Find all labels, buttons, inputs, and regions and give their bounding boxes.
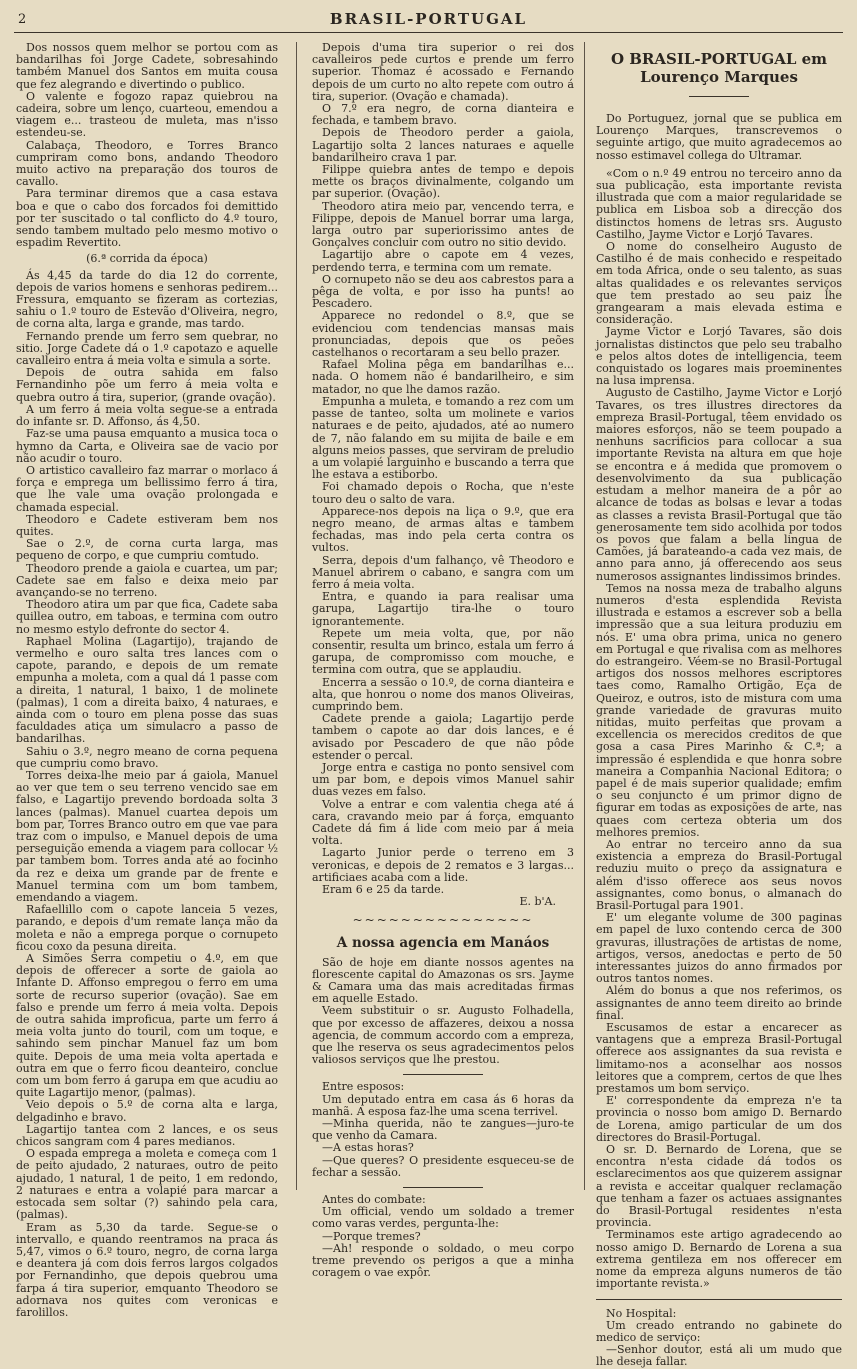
paragraph: Depois de Theodoro perder a gaiola, Lagartijo solta 2 lances naturaes e aquelle bandarilheiro crava 1 par. bbox=[312, 126, 574, 164]
paragraph: O nome do conselheiro Augusto de Castilho é de mais conhecido e respeitado em toda Africa, onde o seu talento, as suas altas qualidades e os relevantes serviços que tem prestado ao seu paiz lhe grangearam a mais elevada estima e consideração. bbox=[596, 240, 842, 327]
signature: E. b'A. bbox=[519, 895, 556, 909]
paragraph: Veem substituir o sr. Augusto Folhadella, que por excesso de affazeres, deixou a nossa agencia, de commum accordo com a empreza, que lhe reserva os seus agradecimentos pelos valiosos serviços que lhe prestou. bbox=[312, 1004, 574, 1067]
paragraph: Raphael Molina (Lagartijo), trajando de vermelho e ouro salta tres lances com o capote, parando, e depois de um remate empunha a moleta, com a qual dá 1 passe com a direita, 1 natural, 1 baixo, 1 de molinete (palmas), 1 com a direita baixo, 4 naturaes, e ainda com o touro em plena posse das suas faculdades atiça um simulacro a passo de bandarilhas. bbox=[16, 634, 278, 746]
paragraph: Para terminar diremos que a casa estava boa e que o cabo dos forcados foi demittido por ter suscitado o tal conflicto do 4.º touro, sendo tambem multado pelo mesmo motivo o espadim Revertito. bbox=[16, 187, 278, 250]
paragraph: Augusto de Castilho, Jayme Victor e Lorjó Tavares, os tres illustres directores da empreza Brasil-Portugal, têem envidado os maiores esforços, não se teem poupado a nenhuns sacrificios para collocar a sua importante Revista na altura em que hoje se encontra e á medida que promovem o desenvolvimento da sua publicação estudam a melhor maneira de a pôr ao alcance de todas as bolsas e levar a todas as classes a revista Brasil-Portugal que tão generosamente tem sido acolhida por todos os povos que falam a bella lingua de Camões, já barateando-a cada vez mais, de anno para anno, já offerecendo aos seus numerosos assignantes lindissimos brindes. bbox=[596, 386, 842, 583]
paragraph: Calabaça, Theodoro, e Torres Branco cumpriram como bons, andando Theodoro muito activo na preparação dos touros de cavallo. bbox=[16, 138, 278, 189]
paragraph: O sr. D. Bernardo de Lorena, que se encontra n'esta cidade dá todos os esclarecimentos aos que quizerem assignar a revista e acceitar qualquer reclamação que tenham a fazer os actuaes assignantes do Brasil-Portugal residentes n'esta provincia. bbox=[596, 1143, 842, 1230]
section-subheading: (6.ª corrida da época) bbox=[86, 252, 208, 266]
paragraph: Apparece no redondel o 8.º, que se evidenciou com tendencias mansas mais pronunciadas, depois que os peões castelhanos o recortaram a seu bello prazer. bbox=[312, 309, 574, 360]
column-1 bbox=[16, 41, 278, 1319]
paragraph: A Simões Serra competiu o 4.º, em que depois de offerecer a sorte de gaiola ao Infante D. Affonso empregou o ferro em uma sorte de recurso superior (ovação). Sae em falso e prende um ferro á meia volta. Depois de outra sahida improficua, parte um ferro á meia volta junto do touril, com um toque, e sahindo sem pinchar Manuel faz um bom quite. Depois de uma meia volta apertada e outra em que o ferro ficou deanteiro, conclue com um bom ferro á garupa em que acudiu ao quite Lagartijo menor, (palmas). bbox=[16, 952, 278, 1100]
paragraph: Foi chamado depois o Rocha, que n'este touro deu o salto de vara. bbox=[312, 480, 574, 506]
paragraph: Rafaellillo com o capote lanceia 5 vezes, parando, e depois d'um remate lança mão da moleta e não a emprega porque o cornupeto ficou coxo da pesuna direita. bbox=[16, 903, 278, 953]
paragraph: Um official, vendo um soldado a tremer como varas verdes, pergunta-lhe: bbox=[312, 1205, 574, 1231]
paragraph: No Hospital: bbox=[606, 1306, 677, 1320]
paragraph: E' correspondente da empreza n'e ta provincia o nosso bom amigo D. Bernardo de Lorena, amigo particular de um dos directores do Brasil-Portugal. bbox=[596, 1094, 842, 1144]
paragraph: Filippe quiebra antes de tempo e depois mette os braços divinalmente, colgando um par superior. (Ovação). bbox=[312, 163, 574, 201]
section-divider bbox=[403, 1074, 483, 1075]
paragraph: A um ferro á meia volta segue-se a entrada do infante sr. D. Affonso, ás 4,50. bbox=[16, 402, 278, 429]
paragraph: Veio depois o 5.º de corna alta e larga, delgadinho e bravo. bbox=[16, 1098, 278, 1124]
paragraph: Entre esposos: bbox=[322, 1080, 405, 1094]
paragraph: Lagartijo abre o capote em 4 vezes, perdendo terra, e termina com um remate. bbox=[312, 248, 574, 274]
paragraph: «Com o n.º 49 entrou no terceiro anno da sua publicação, esta importante revista illustrada que com a maior regularidade se publica em Lisboa sob a direcção dos distinctos homens de letras srs. Augusto Castilho, Jayme Victor e Lorjó Tavares. bbox=[596, 166, 842, 241]
paragraph: Entra, e quando ia para realisar uma garupa, Lagartijo tira-lhe o touro ignorantemente. bbox=[312, 590, 574, 628]
paragraph: Serra, depois d'um falhanço, vê Theodoro e Manuel abrirem o cabano, e sangra com um ferro á meia volta. bbox=[312, 553, 574, 591]
lourenco-heading: O BRASIL-PORTUGAL em Lourenço Marques bbox=[610, 50, 828, 86]
paragraph: Theodoro prende a gaiola e cuartea, um par; Cadete sae em falso e deixa meio par avançando-se no terreno. bbox=[16, 561, 278, 599]
paragraph: Depois d'uma tira superior o rei dos cavalleiros pede curtos e prende um ferro superior. Thomaz é acossado e Fernando depois de um curto no alto repete com outro á tira, superior. (Ovação e chamada). bbox=[312, 41, 574, 103]
paragraph: O 7.º era negro, de corna dianteira e fechada, e tambem bravo. bbox=[312, 102, 574, 128]
paragraph: Apparece-nos depois na liça o 9.º, que era negro meano, de armas altas e tambem fechadas, mas indo pela certa contra os vultos. bbox=[312, 504, 574, 555]
agencia-heading: A nossa agencia em Manáos bbox=[336, 934, 550, 951]
paragraph: Um deputado entra em casa ás 6 horas da manhã. A esposa faz-lhe uma scena terrivel. bbox=[312, 1092, 574, 1118]
paragraph: Escusamos de estar a encarecer as vantagens que a empreza Brasil-Portugal offerece aos assignantes da sua revista e limitamo-nos a aconselhar aos nossos leitores que a comprem, certos de que lhes prestamos um bom serviço. bbox=[596, 1021, 842, 1096]
paragraph: Empunha a muleta, e tomando a rez com um passe de tanteo, solta um molinete e varios naturaes e de peito, ajudados, até ao numero de 7, não falando em su mijita de baile e em alguns meios passes, que serviram de preludio a um volapié larguinho e buscando a terra que lhe estava a estiborbo. bbox=[312, 394, 574, 482]
paragraph: Jorge entra e castiga no ponto sensivel com um par bom, e depois vimos Manuel sahir duas vezes em falso. bbox=[312, 760, 574, 799]
paragraph: Sae o 2.º, de corna curta larga, mas pequeno de corpo, e que cumpriu comtudo. bbox=[16, 537, 278, 563]
paragraph: Repete um meia volta, que, por não consentir, resulta um brinco, estala um ferro á garupa, de compromisso com mouche, e termina com outra, que se applaudiu. bbox=[312, 626, 574, 677]
paragraph: Rafael Molina pêga em bandarilhas e... nada. O homem não é bandarilheiro, e sim matador, no que lhe damos razão. bbox=[312, 358, 574, 396]
paragraph: O espada emprega a moleta e começa com 1 de peito ajudado, 2 naturaes, outro de peito ajudado, 1 natural, 1 de peito, 1 em redondo, 2 naturaes e entra a volapié para marcar a estocada sem soltar (?) sahindo pela cara, (palmas). bbox=[16, 1147, 278, 1222]
paragraph: —Porque tremes? bbox=[322, 1229, 421, 1243]
paragraph: Faz-se uma pausa emquanto a musica toca o hymno da Carta, e Oliveira sae de vacio por não acudir o touro. bbox=[16, 427, 278, 465]
header-rule bbox=[14, 32, 843, 33]
column-rule-1 bbox=[296, 42, 297, 1190]
paragraph: Lagarto Junior perde o terreno em 3 veronicas, e depois de 2 rematos e 3 largas... artificiaes acaba com a lide. bbox=[312, 846, 574, 884]
ornament: ~~~~~~~~~~~~~~~ bbox=[352, 913, 534, 928]
paragraph: Lagartijo tantea com 2 lances, e os seus chicos sangram com 4 pares medianos. bbox=[16, 1122, 278, 1149]
paragraph: Além do bonus a que nos referimos, os assignantes de anno teem direito ao brinde final. bbox=[596, 984, 842, 1022]
paragraph: —Minha querida, não te zangues—juro-te que venho da Camara. bbox=[312, 1117, 574, 1143]
paragraph: Ao entrar no terceiro anno da sua existencia a empreza do Brasil-Portugal reduziu muito o preço da assignatura e além d'isso offerece aos seus novos assignantes, como bonus, o almanach do Brasil-Portugal para 1901. bbox=[596, 837, 842, 912]
paragraph: Um creado entrando no gabinete do medico de serviço: bbox=[596, 1318, 842, 1344]
paragraph: Volve a entrar e com valentia chega até á cara, cravando meio par á força, emquanto Cadete dá fim á lide com meio par á meia volta. bbox=[312, 797, 574, 848]
paragraph: O cornupeto não se deu aos cabrestos para a pêga de volta, e por isso ha punts! ao Pescadero. bbox=[312, 272, 574, 311]
paragraph: Antes do combate: bbox=[322, 1193, 426, 1207]
paragraph: Eram as 5,30 da tarde. Segue-se o intervallo, e quando reentramos na praca ás 5,47, vimos o 6.º touro, negro, de corna larga e deantera já com dois ferros largos colgados por Fernandinho, que depois quebrou uma farpa á tira superior, emquanto Theodoro se adornava nos quites com veronicas e farolillos. bbox=[16, 1220, 278, 1319]
column-3 bbox=[596, 42, 842, 1369]
section-divider bbox=[403, 1187, 483, 1188]
paragraph: Ás 4,45 da tarde do dia 12 do corrente, depois de varios homens e senhoras pedirem... Fressura, emquanto se fizeram as cortezias, sahiu o 1.º touro de Estevão d'Oliveira, negro, de corna alta, larga e grande, mas tardo. bbox=[16, 268, 278, 331]
paragraph: Do Portuguez, jornal que se publica em Lourenço Marques, transcrevemos o seguinte artigo, que muito agradecemos ao nosso estimavel collega do Ultramar. bbox=[596, 112, 842, 162]
paragraph: O artistico cavalleiro faz marrar o morlaco á força e emprega um bellissimo ferro á tira, que lhe vale uma ovação prolongada e chamada especial. bbox=[16, 463, 278, 514]
paragraph: Depois de outra sahida em falso Fernandinho põe um ferro á meia volta e quebra outro á tira, superior, (grande ovação). bbox=[16, 366, 278, 404]
paragraph: Encerra a sessão o 10.º, de corna dianteira e alta, que honrou o nome dos manos Oliveiras, cumprindo bem. bbox=[312, 675, 574, 713]
paragraph: —Que queres? O presidente esqueceu-se de fechar a sessão. bbox=[312, 1153, 574, 1179]
paragraph: O valente e fogozo rapaz quiebrou na cadeira, sobre um lenço, cuarteou, emendou a viagem e... trasteou de muleta, mas n'isso estendeu-se. bbox=[16, 89, 278, 140]
page-number: 2 bbox=[18, 12, 27, 27]
paragraph: Cadete prende a gaiola; Lagartijo perde tambem o capote ao dar dois lances, e é avisado por Pescadero de que não pôde estender o percal. bbox=[312, 712, 574, 762]
paragraph: —A estas horas? bbox=[322, 1141, 414, 1155]
paragraph: —Ah! responde o soldado, o meu corpo treme prevendo os perigos a que a minha coragem o vae expôr. bbox=[312, 1241, 574, 1280]
paragraph: Theodoro e Cadete estiveram bem nos quites. bbox=[16, 512, 278, 538]
paragraph: Fernando prende um ferro sem quebrar, no sitio. Jorge Cadete dá o 1.º capotazo e aquelle cavalleiro entra á meia volta e simula a sorte. bbox=[16, 329, 278, 368]
paragraph: São de hoje em diante nossos agentes na florescente capital do Amazonas os srs. Jayme & Camara uma das mais acreditadas firmas em aquelle Estado. bbox=[312, 955, 574, 1006]
paragraph: Theodoro atira um par que fica, Cadete saba quillea outro, em taboas, e termina com outro no mesmo estylo defronte do sector 4. bbox=[16, 598, 278, 636]
paragraph: Temos na nossa meza de trabalho alguns numeros d'esta esplendida Revista illustrada e estamos a escrever sob a bella impressão que a sua leitura produziu em nós. E' uma obra prima, unica no genero em Portugal e que rivalisa com as melhores do estrangeiro. Véem-se no Brasil-Portugal artigos dos nossos melhores escriptores taes como, Ramalho Ortigão, Eça de Queiroz, e outros, isto de mistura com uma grande variedade de gravuras muito nitidas, muito perfeitas que provam a excellencia os merecidos creditos de que gosa a casa Pires Marinho & C.ª; a impressão é esplendida e que honra sobre maneira a Companhia Nacional Editora; o papel é de mais superior qualidade; emfim o seu conjuncto é um primor digno de figurar em todas as exposições de arte, nas quaes com certeza obteria um dos melhores premios. bbox=[596, 581, 842, 839]
paragraph: Theodoro atira meio par, vencendo terra, e Filippe, depois de Manuel borrar uma larga, larga outro par superiorissimo antes de Gonçalves concluir com outro no sitio devido. bbox=[312, 199, 574, 250]
paragraph: Dos nossos quem melhor se portou com as bandarilhas foi Jorge Cadete, sobresahindo também Manuel dos Santos em muita cousa que fez alegrando e divertindo o publico. bbox=[16, 41, 278, 91]
heading-rule bbox=[689, 96, 749, 97]
paragraph: Terminamos este artigo agradecendo ao nosso amigo D. Bernardo de Lorena a sua extrema gentileza em nos offerecer em nome da empreza alguns numeros de tão importante revista.» bbox=[596, 1228, 842, 1291]
page-title: BRASIL-PORTUGAL bbox=[329, 10, 528, 28]
paragraph: Jayme Victor e Lorjó Tavares, são dois jornalistas distinctos que pelo seu trabalho e pelos altos dotes de intelligencia, teem conquistado os logares mais proeminentes na lusa imprensa. bbox=[596, 325, 842, 388]
paragraph: Sahiu o 3.º, negro meano de corna pequena que cumpriu como bravo. bbox=[16, 744, 278, 770]
paragraph: Eram 6 e 25 da tarde. bbox=[322, 883, 445, 897]
paragraph: Torres deixa-lhe meio par á gaiola, Manuel ao ver que tem o seu terreno vencido sae em falso, e Lagartijo prevendo bordoada solta 3 lances (palmas). Manuel cuartea depois um bom par, Torres Branco outro em que vae para traz com o impulso, e Manuel depois de uma perseguição emenda a viagem para collocar ½ par tambem bom. Torres anda até ao focinho da rez e deixa um grande par de frente e Manuel termina com um bom tambem, emendando a viagem. bbox=[16, 768, 278, 905]
section-divider bbox=[596, 1299, 842, 1300]
paragraph: —Senhor doutor, está ali um mudo que lhe deseja fallar. bbox=[596, 1343, 842, 1369]
column-2 bbox=[312, 41, 574, 1280]
paragraph: E' um elegante volume de 300 paginas em papel de luxo contendo cerca de 300 gravuras, illustrações de artistas de nome, artigos, versos, anedoctas e perto de 50 interessantes juizos do anno firmados por outros tantos nomes. bbox=[596, 911, 842, 986]
column-rule-2 bbox=[584, 42, 585, 1190]
